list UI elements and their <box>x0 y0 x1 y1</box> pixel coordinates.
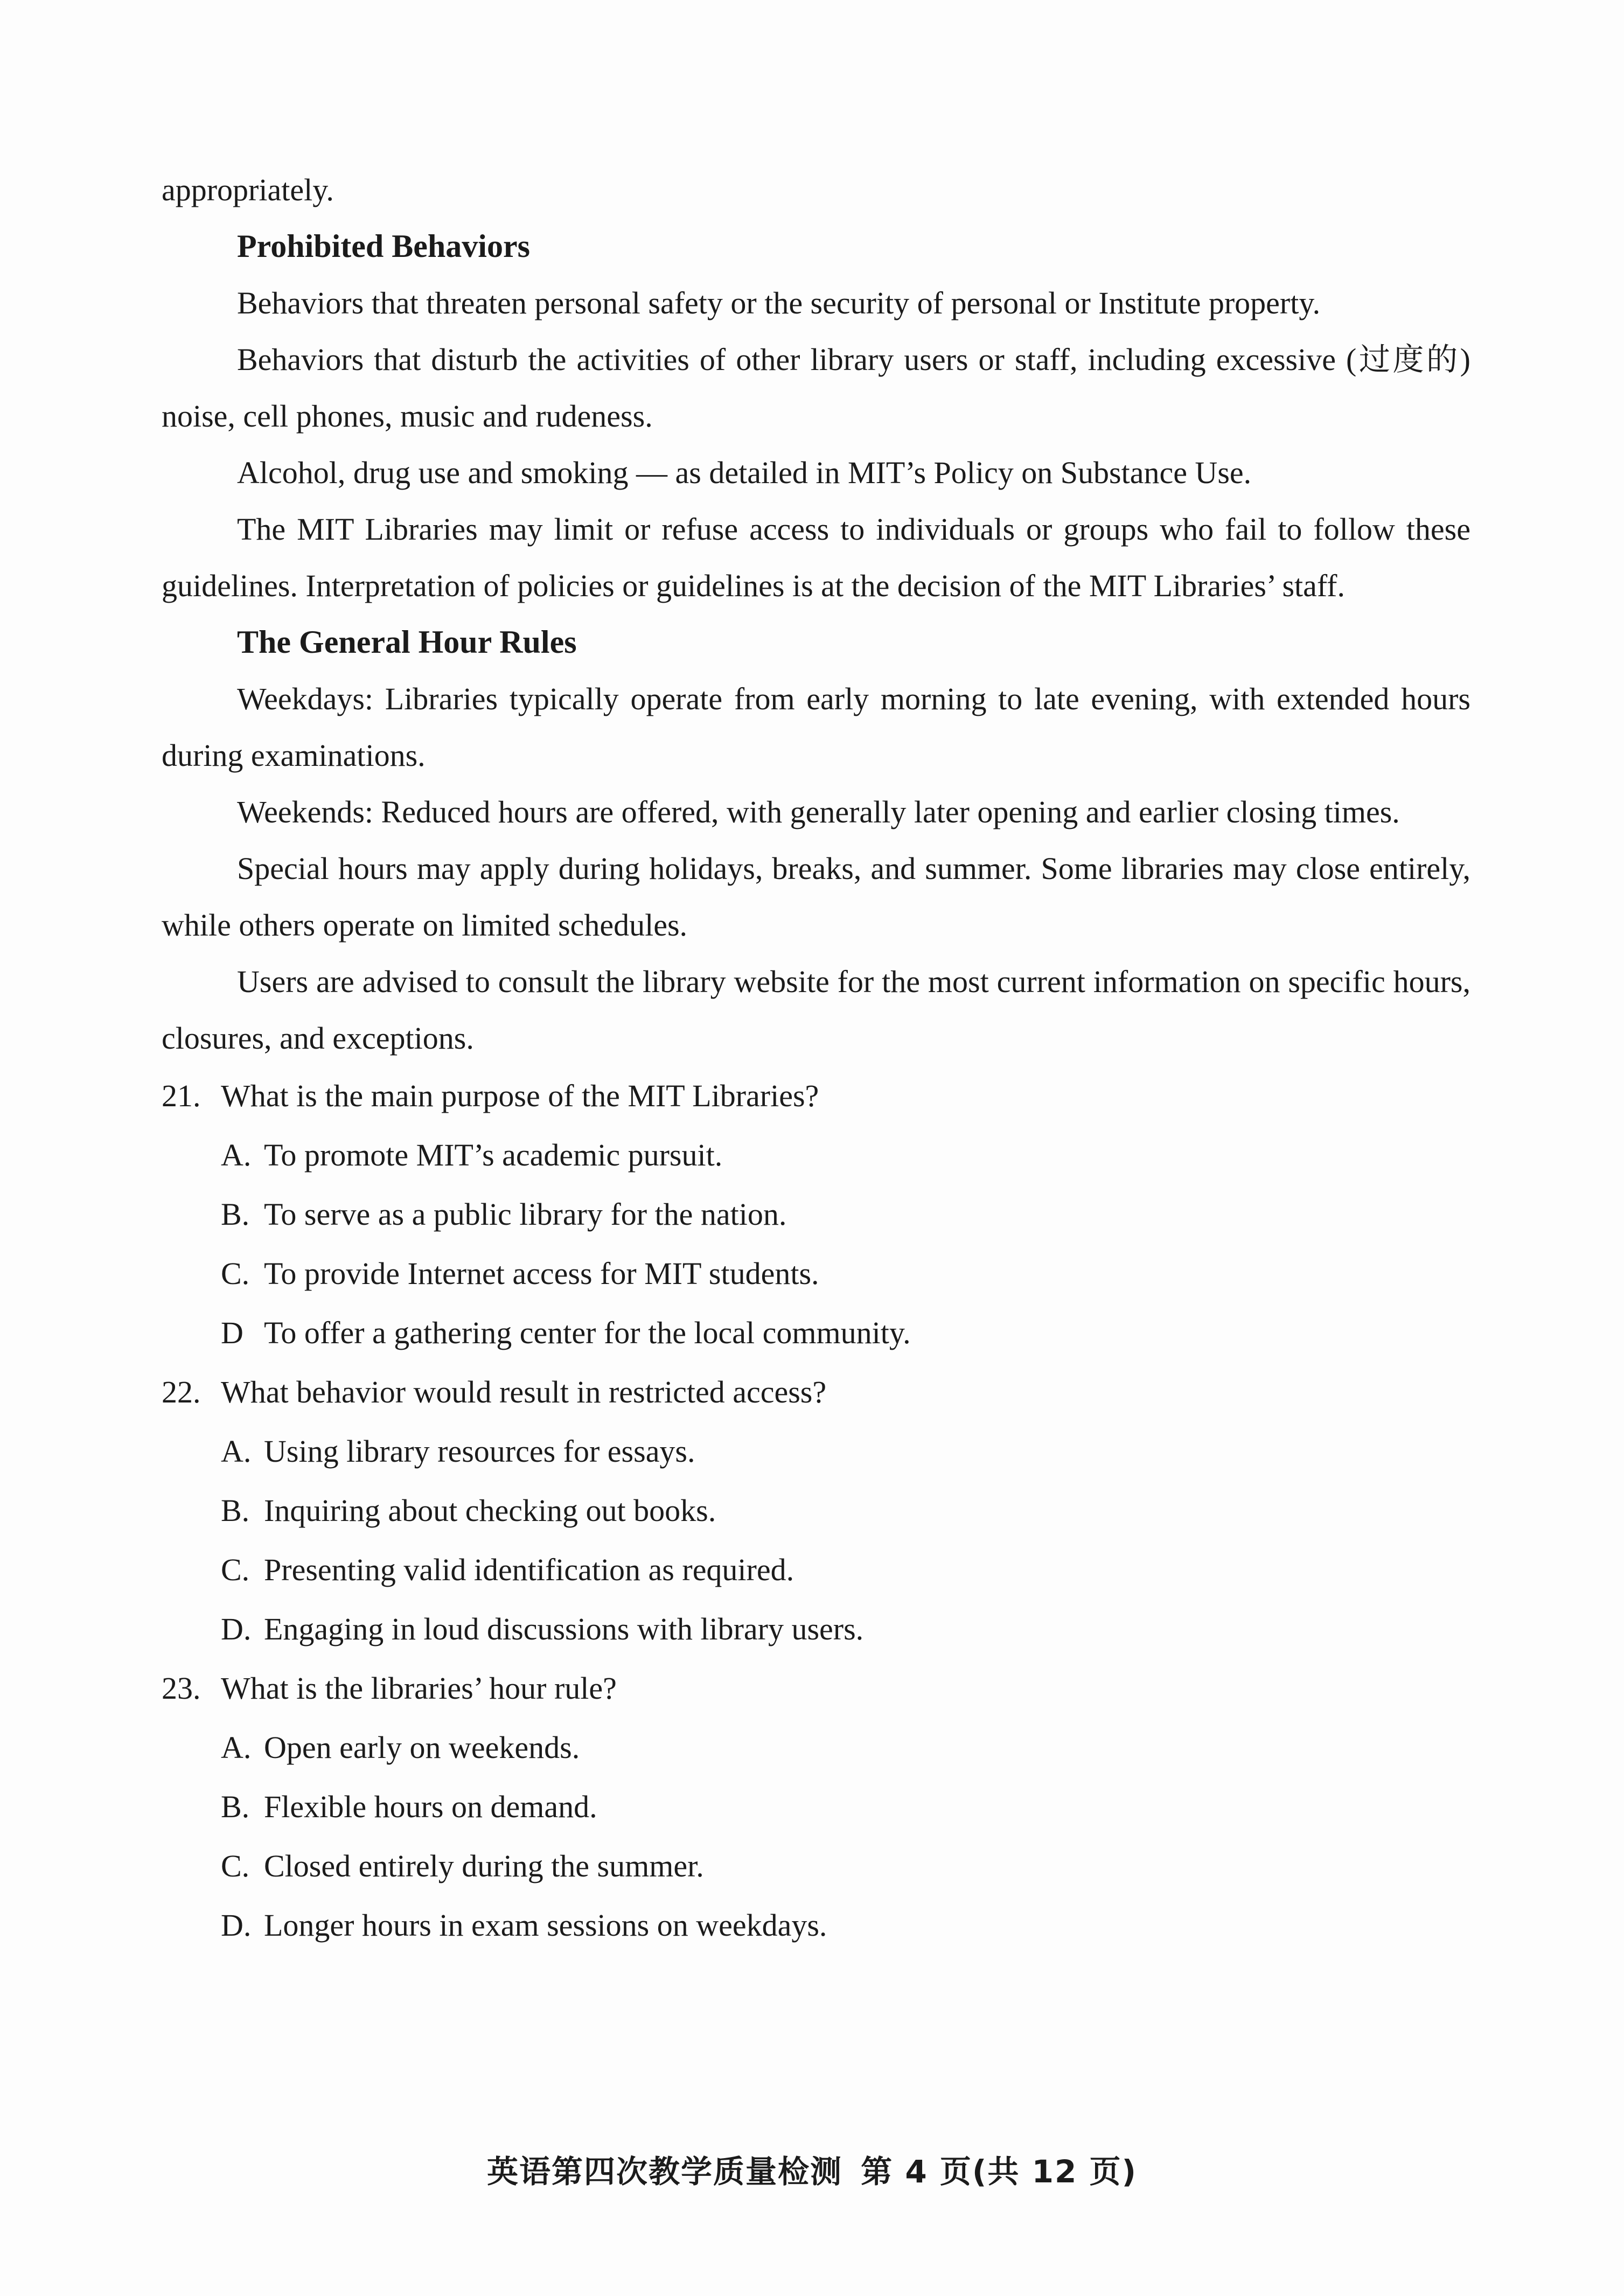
option-text: To serve as a public library for the nation. <box>264 1197 787 1232</box>
hour-rules-heading: The General Hour Rules <box>237 624 577 660</box>
question-stem <box>162 1066 1470 1126</box>
option-text: To provide Internet access for MIT students. <box>264 1256 819 1291</box>
prohibited-item: Behaviors that disturb the activities of other library users or staff, including excessive (过度的) noise, cell phones, music and rudeness. <box>162 342 1470 434</box>
option-letter: D <box>221 1315 243 1350</box>
option-text: Open early on weekends. <box>264 1730 580 1765</box>
option-text: Closed entirely during the summer. <box>264 1848 704 1883</box>
answer-option <box>162 1422 1470 1481</box>
page-content <box>162 162 1470 1955</box>
answer-option <box>162 1303 1470 1363</box>
hour-rule-item: Weekends: Reduced hours are offered, with generally later opening and earlier closing times. <box>237 794 1400 829</box>
question-stem <box>162 1363 1470 1422</box>
option-letter: C. <box>221 1552 250 1587</box>
answer-option <box>162 1540 1470 1600</box>
answer-option <box>162 1896 1470 1955</box>
prohibited-item: Behaviors that threaten personal safety or the security of personal or Institute property. <box>237 285 1321 320</box>
question-number: 23. <box>162 1671 201 1706</box>
answer-option <box>162 1837 1470 1896</box>
option-letter: A. <box>221 1137 252 1173</box>
prohibited-behaviors-heading: Prohibited Behaviors <box>237 228 530 264</box>
option-text: Using library resources for essays. <box>264 1434 695 1469</box>
answer-option <box>162 1244 1470 1303</box>
question-21 <box>162 1066 1470 1363</box>
question-text: What is the libraries’ hour rule? <box>221 1671 617 1706</box>
hour-rule-item: Special hours may apply during holidays, breaks, and summer. Some libraries may close entirely, while others operate on limited schedules. <box>162 851 1470 943</box>
option-text: Inquiring about checking out books. <box>264 1493 716 1528</box>
access-policy-paragraph: The MIT Libraries may limit or refuse access to individuals or groups who fail to follow these guidelines. Interpretation of policies or guidelines is at the decision of the MIT Libraries’ staff. <box>162 512 1470 603</box>
hour-rule-item: Users are advised to consult the library website for the most current information on specific hours, closures, and exceptions. <box>162 964 1470 1056</box>
question-number: 21. <box>162 1078 201 1113</box>
question-23 <box>162 1659 1470 1955</box>
option-text: Engaging in loud discussions with library users. <box>264 1611 864 1646</box>
answer-option <box>162 1600 1470 1659</box>
page-number-label: 第 4 页(共 12 页) <box>861 2153 1138 2190</box>
question-stem <box>162 1659 1470 1718</box>
option-letter: B. <box>221 1789 250 1824</box>
passage-continuation: appropriately. <box>162 172 334 207</box>
question-text: What is the main purpose of the MIT Libraries? <box>221 1078 819 1113</box>
exam-title: 英语第四次教学质量检测 <box>486 2153 842 2190</box>
option-letter: C. <box>221 1848 250 1883</box>
page-footer <box>0 2146 1624 2192</box>
option-letter: A. <box>221 1730 252 1765</box>
answer-option <box>162 1481 1470 1540</box>
option-text: Flexible hours on demand. <box>264 1789 597 1824</box>
prohibited-item: Alcohol, drug use and smoking — as detailed in MIT’s Policy on Substance Use. <box>237 455 1252 490</box>
option-text: To promote MIT’s academic pursuit. <box>264 1137 723 1173</box>
option-text: Longer hours in exam sessions on weekdays. <box>264 1908 827 1943</box>
option-letter: B. <box>221 1197 250 1232</box>
answer-option <box>162 1185 1470 1244</box>
answer-option <box>162 1718 1470 1777</box>
question-text: What behavior would result in restricted access? <box>221 1374 827 1409</box>
option-letter: D. <box>221 1611 252 1646</box>
answer-option <box>162 1126 1470 1185</box>
option-text: To offer a gathering center for the local community. <box>264 1315 911 1350</box>
option-letter: A. <box>221 1434 252 1469</box>
option-text: Presenting valid identification as required. <box>264 1552 794 1587</box>
answer-option <box>162 1777 1470 1837</box>
question-number: 22. <box>162 1374 201 1409</box>
option-letter: B. <box>221 1493 250 1528</box>
question-22 <box>162 1363 1470 1659</box>
option-letter: D. <box>221 1908 252 1943</box>
hour-rule-item: Weekdays: Libraries typically operate from early morning to late evening, with extended hours during examinations. <box>162 681 1470 773</box>
option-letter: C. <box>221 1256 250 1291</box>
